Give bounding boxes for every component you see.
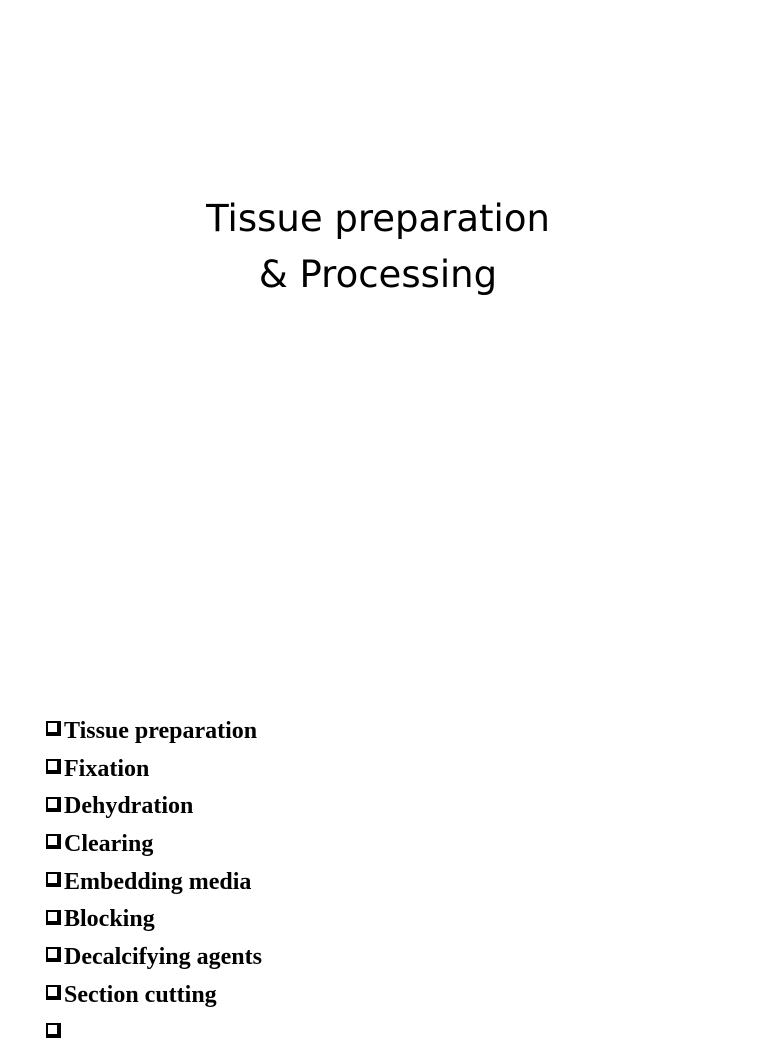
list-item bbox=[46, 939, 262, 977]
checkbox-icon bbox=[46, 797, 61, 812]
list-item-label: Tissue preparation bbox=[64, 713, 257, 751]
list-item-label: Fixation bbox=[64, 751, 149, 789]
list-item-label: Section cutting bbox=[64, 977, 217, 1015]
checkbox-icon bbox=[46, 834, 61, 849]
checkbox-icon bbox=[46, 910, 61, 925]
list-item-label: Embedding media bbox=[64, 864, 251, 902]
list-item bbox=[46, 901, 262, 939]
list-item bbox=[46, 751, 262, 789]
checkbox-icon bbox=[46, 947, 61, 962]
list-item bbox=[46, 826, 262, 864]
title-line-2: & Processing bbox=[0, 247, 756, 303]
list-item bbox=[46, 713, 262, 751]
checkbox-icon bbox=[46, 759, 61, 774]
checkbox-icon bbox=[46, 1023, 61, 1038]
list-item bbox=[46, 788, 262, 826]
list-item bbox=[46, 864, 262, 902]
list-item-label: Dehydration bbox=[64, 788, 193, 826]
list-item bbox=[46, 977, 262, 1015]
topic-list bbox=[46, 713, 262, 1052]
list-item bbox=[46, 1015, 262, 1052]
checkbox-icon bbox=[46, 872, 61, 887]
list-item-label: Blocking bbox=[64, 901, 155, 939]
checkbox-icon bbox=[46, 721, 61, 736]
list-item-label: Decalcifying agents bbox=[64, 939, 262, 977]
title-line-1: Tissue preparation bbox=[0, 191, 756, 247]
list-item-label: Clearing bbox=[64, 826, 153, 864]
checkbox-icon bbox=[46, 985, 61, 1000]
slide-title bbox=[0, 191, 756, 303]
